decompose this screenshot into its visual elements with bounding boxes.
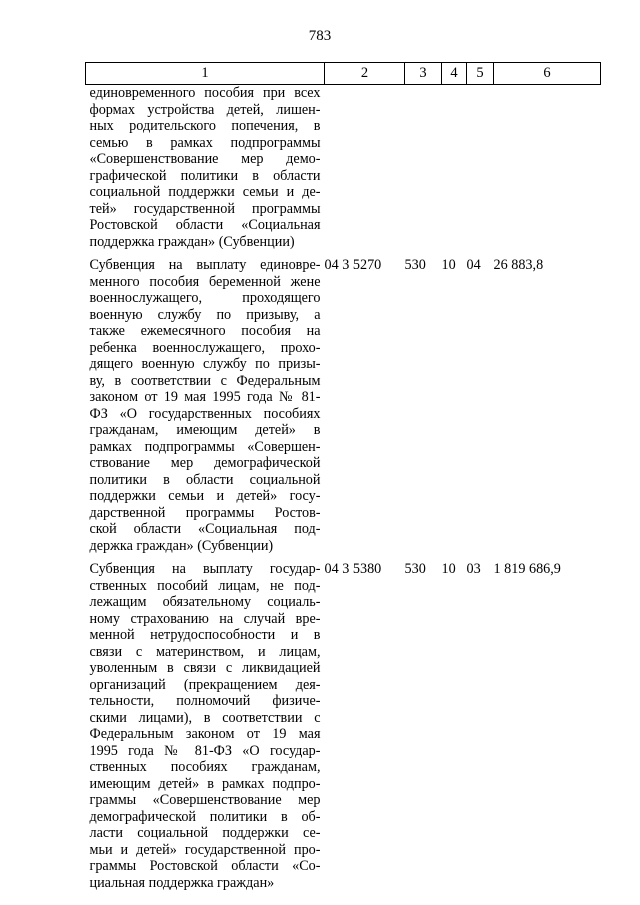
description-line: ных родительского попечения, в <box>89 118 321 134</box>
description-line: Федеральным законом от 19 мая <box>89 726 321 742</box>
description-line: циальная поддержка граждан» <box>89 874 275 891</box>
description-line: менного пособия беременной жене <box>89 273 321 290</box>
page-number: 783 <box>308 28 332 44</box>
description-line: ской области «Социальная под- <box>89 521 321 537</box>
section-code: 10 <box>441 257 456 273</box>
col-header-5: 5 <box>467 63 494 85</box>
description-line: демографической политики в об- <box>89 808 321 825</box>
col-header-1: 1 <box>86 63 325 85</box>
description-line: «Совершенствование мер демо- <box>89 151 321 167</box>
table-row <box>86 85 601 251</box>
description-line: также ежемесячного пособия на <box>89 323 321 339</box>
expense-type-code: 530 <box>404 561 426 577</box>
row-spacer <box>86 554 601 561</box>
description-line: 1995 года № 81-ФЗ «О государ- <box>89 742 321 759</box>
description-line: рамках подпрограммы «Совершен- <box>89 438 321 455</box>
target-article-code <box>325 85 405 251</box>
description-line: лежащим обязательному социаль- <box>89 594 321 610</box>
subsection-code: 03 <box>466 561 481 577</box>
description-line: ственных пособиях гражданам, <box>89 759 321 775</box>
description-line: ву, в соответствии с Федеральным <box>89 372 321 389</box>
amount: 1 819 686,9 <box>493 561 561 577</box>
description-line: скими лицами), в соответствии с <box>89 709 321 726</box>
description-line: ствование мер демографической <box>89 455 321 471</box>
section-code <box>442 85 467 251</box>
description-line: граммы Ростовской области «Со- <box>89 858 321 874</box>
table-row <box>86 257 601 554</box>
description-line: ФЗ «О государственных пособиях <box>89 405 321 422</box>
description-line: единовременного пособия при всех <box>89 85 321 101</box>
budget-table <box>85 62 601 891</box>
expense-type-code: 530 <box>404 257 426 273</box>
table-header-row <box>86 63 601 85</box>
row-spacer <box>86 250 601 257</box>
col-header-2: 2 <box>325 63 405 85</box>
description-line: гражданам, имеющим детей» в <box>89 422 321 438</box>
row-description <box>86 85 325 251</box>
target-article-code: 04 3 5270 <box>324 257 382 273</box>
target-article-code: 04 3 5380 <box>324 561 382 577</box>
col-header-6: 6 <box>494 63 601 85</box>
col-header-4: 4 <box>442 63 467 85</box>
description-line: военнослужащего, проходящего <box>89 290 321 306</box>
description-line: дящего военную службу по призы- <box>89 356 321 372</box>
description-line: военную службу по призыву, а <box>89 306 321 323</box>
description-line: Субвенция на выплату единовре- <box>89 257 321 273</box>
description-line: политики в области социальной <box>89 471 321 488</box>
description-line: формах устройства детей, лишен- <box>89 101 321 118</box>
description-line: графической политики в области <box>89 167 321 184</box>
description-line: ственных пособий лицам, не под- <box>89 577 321 594</box>
description-line: организаций (прекращением дея- <box>89 676 321 693</box>
section-code: 10 <box>441 561 456 577</box>
description-line: социальной поддержки семьи и де- <box>89 184 321 200</box>
row-description <box>86 257 325 554</box>
subsection-code: 04 <box>466 257 481 273</box>
table-row <box>86 561 601 891</box>
description-line: ласти социальной поддержки се- <box>89 825 321 841</box>
description-line: Субвенция на выплату государ- <box>89 561 321 577</box>
description-line: ному страхованию на случай вре- <box>89 610 321 627</box>
description-line: поддержка граждан» (Субвенции) <box>89 233 295 250</box>
description-line: законом от 19 мая 1995 года № 81- <box>89 389 321 405</box>
description-line: дарственной программы Ростов- <box>89 504 321 521</box>
amount <box>494 85 601 251</box>
col-header-3: 3 <box>405 63 442 85</box>
row-description <box>86 561 325 891</box>
description-line: тельности, полномочий физиче- <box>89 693 321 709</box>
description-line: поддержки семьи и детей» госу- <box>89 488 321 504</box>
description-line: Ростовской области «Социальная <box>89 217 321 233</box>
expense-type-code <box>405 85 442 251</box>
description-line: держка граждан» (Субвенции) <box>89 537 274 554</box>
description-line: граммы «Совершенствование мер <box>89 792 321 808</box>
description-line: уволенным в связи с ликвидацией <box>89 660 321 676</box>
description-line: связи с материнством, и лицам, <box>89 643 321 660</box>
description-line: ребенка военнослужащего, прохо- <box>89 339 321 356</box>
description-line: менной нетрудоспособности и в <box>89 627 321 643</box>
description-line: семью в рамках подпрограммы <box>89 134 321 151</box>
amount: 26 883,8 <box>493 257 544 273</box>
description-line: тей» государственной программы <box>89 200 321 217</box>
description-line: мьи и детей» государственной про- <box>89 841 321 858</box>
subsection-code <box>467 85 494 251</box>
description-line: имеющим детей» в рамках подпро- <box>89 775 321 792</box>
